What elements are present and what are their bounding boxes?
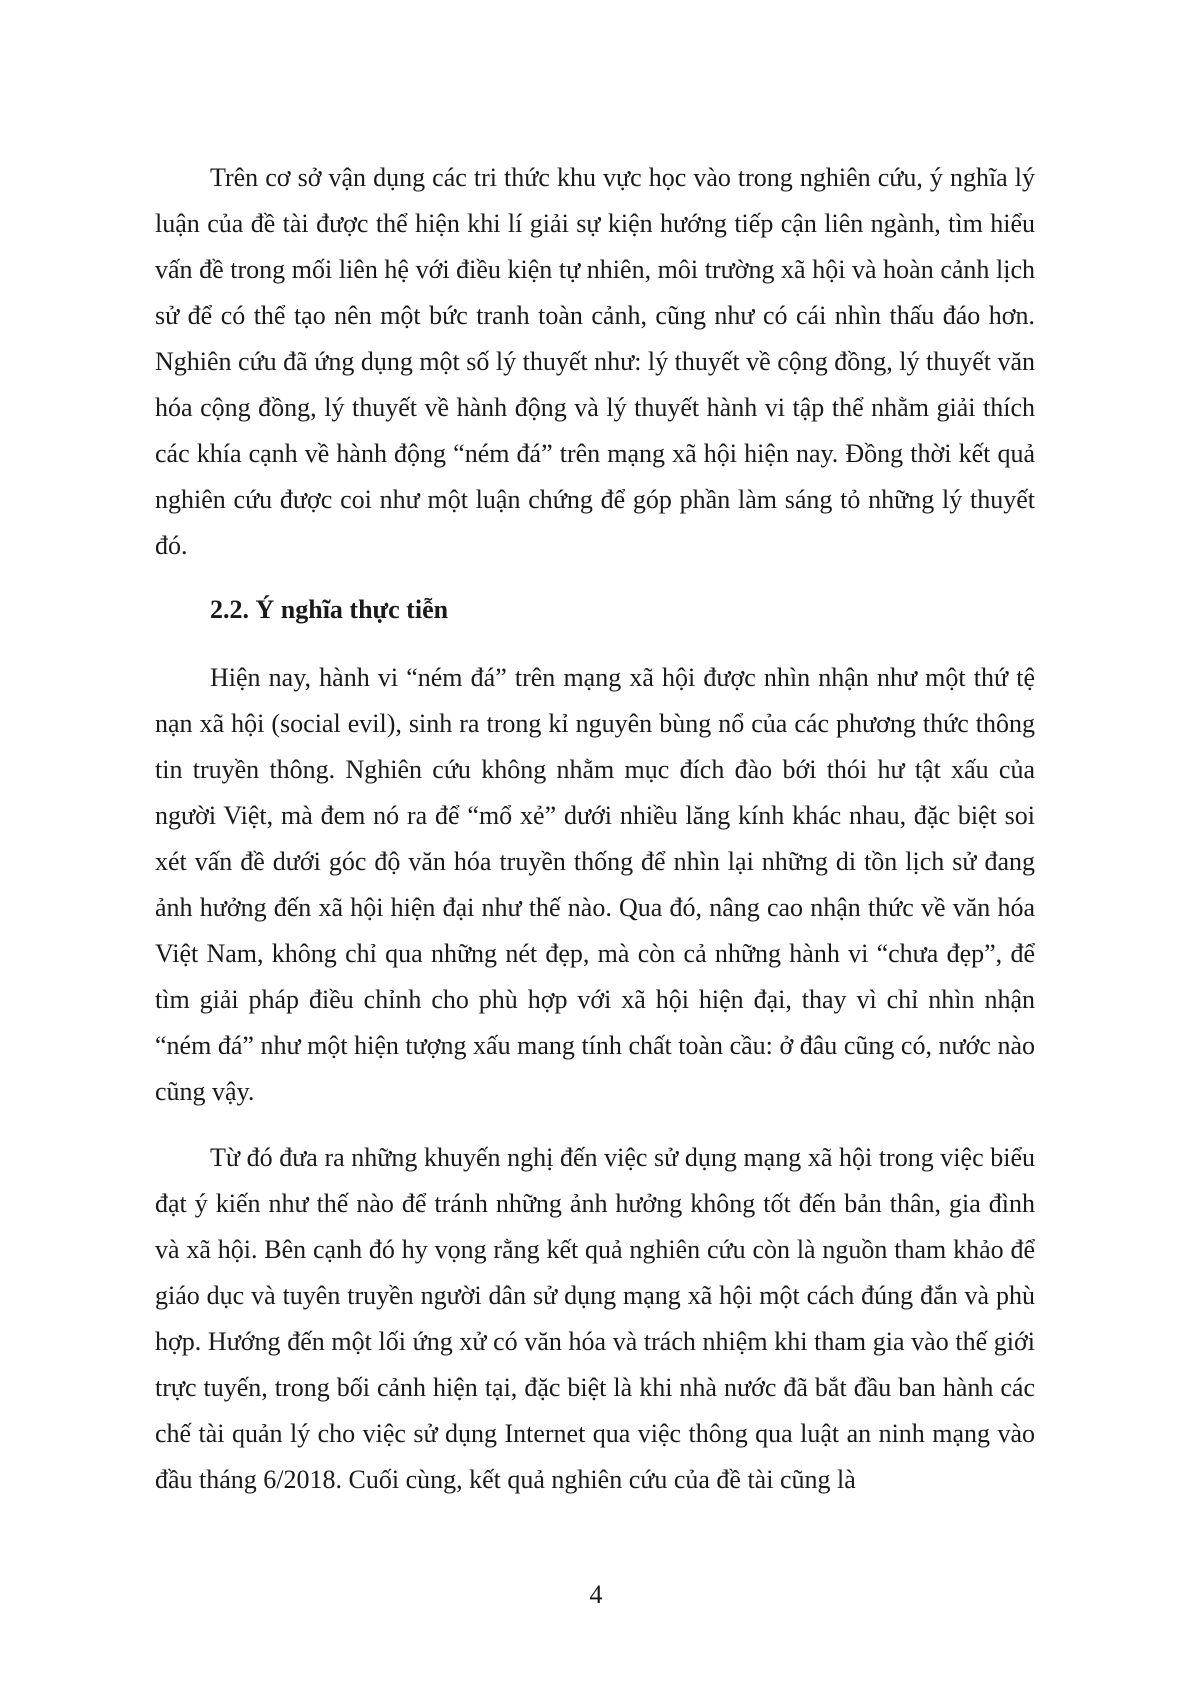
paragraph-practical-significance-2: Từ đó đưa ra những khuyến nghị đến việc sử dụng mạng xã hội trong việc biểu đạt ý kiến như thế nào để tránh những ảnh hưởng không tốt đến bản thân, gia đình và xã hội. Bên cạnh đó hy vọng rằng kết quả nghiên cứu còn là nguồn tham khảo để giáo dục và tuyên truyền người dân sử dụng mạng xã hội một cách đúng đắn và phù hợp. Hướng đến một lối ứng xử có văn hóa và trách nhiệm khi tham gia vào thế giới trực tuyến, trong bối cảnh hiện tại, đặc biệt là khi nhà nước đã bắt đầu ban hành các chế tài quản lý cho việc sử dụng Internet qua việc thông qua luật an ninh mạng vào đầu tháng 6/2018. Cuối cùng, kết quả nghiên cứu của đề tài cũng là bbox=[155, 1143, 1035, 1494]
section-heading-practical-significance: 2.2. Ý nghĩa thực tiễn bbox=[210, 595, 449, 624]
paragraph-spacer bbox=[155, 1115, 1035, 1135]
paragraph-theoretical-significance: Trên cơ sở vận dụng các tri thức khu vực học vào trong nghiên cứu, ý nghĩa lý luận của đề tài được thể hiện khi lí giải sự kiện hướng tiếp cận liên ngành, tìm hiểu vấn đề trong mối liên hệ với điều kiện tự nhiên, môi trường xã hội và hoàn cảnh lịch sử để có thể tạo nên một bức tranh toàn cảnh, cũng như có cái nhìn thấu đáo hơn. Nghiên cứu đã ứng dụng một số lý thuyết như: lý thuyết về cộng đồng, lý thuyết văn hóa cộng đồng, lý thuyết về hành động và lý thuyết hành vi tập thể nhằm giải thích các khía cạnh về hành động “ném đá” trên mạng xã hội hiện nay. Đồng thời kết quả nghiên cứu được coi như một luận chứng để góp phần làm sáng tỏ những lý thuyết đó. bbox=[155, 163, 1035, 560]
page-number: 4 bbox=[589, 1580, 603, 1609]
page-content bbox=[155, 155, 1035, 1503]
paragraph-practical-significance-1: Hiện nay, hành vi “ném đá” trên mạng xã hội được nhìn nhận như một thứ tệ nạn xã hội (social evil), sinh ra trong kỉ nguyên bùng nổ của các phương thức thông tin truyền thông. Nghiên cứu không nhằm mục đích đào bới thói hư tật xấu của người Việt, mà đem nó ra để “mổ xẻ” dưới nhiều lăng kính khác nhau, đặc biệt soi xét vấn đề dưới góc độ văn hóa truyền thống để nhìn lại những di tồn lịch sử đang ảnh hưởng đến xã hội hiện đại như thế nào. Qua đó, nâng cao nhận thức về văn hóa Việt Nam, không chỉ qua những nét đẹp, mà còn cả những hành vi “chưa đẹp”, để tìm giải pháp điều chỉnh cho phù hợp với xã hội hiện đại, thay vì chỉ nhìn nhận “ném đá” như một hiện tượng xấu mang tính chất toàn cầu: ở đâu cũng có, nước nào cũng vậy. bbox=[155, 663, 1035, 1106]
